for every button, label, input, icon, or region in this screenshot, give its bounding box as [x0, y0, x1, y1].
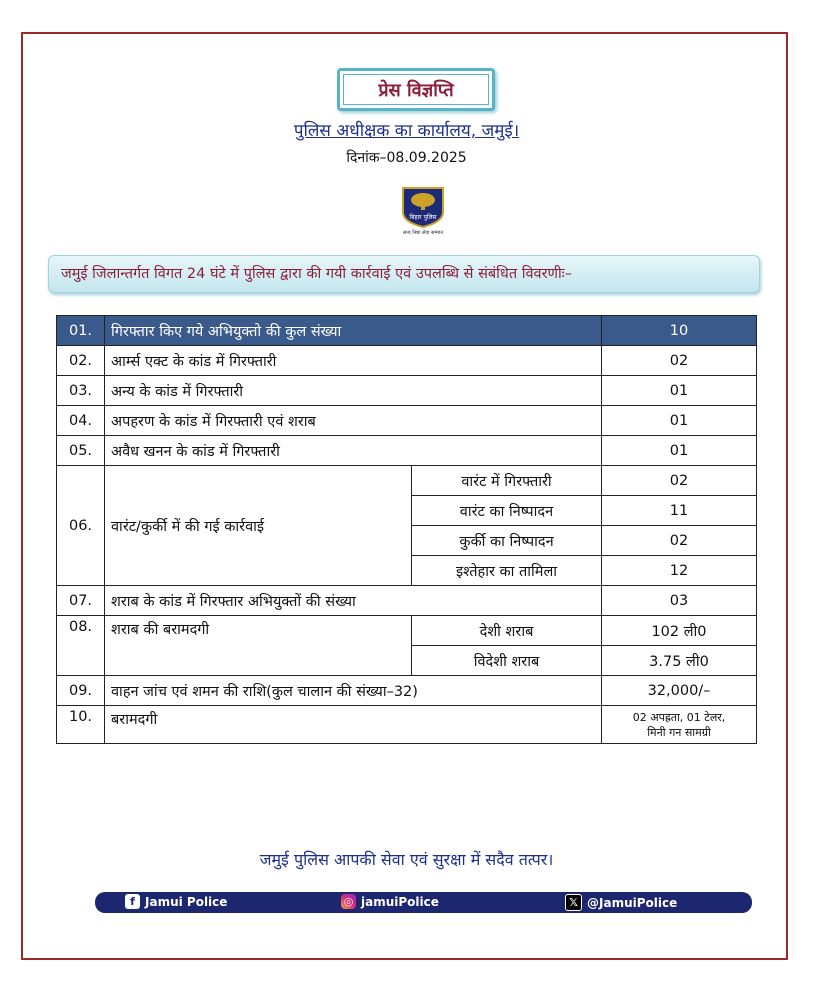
table-row: [57, 346, 757, 376]
row-number: 07.: [57, 586, 105, 616]
row-value: 03: [602, 586, 757, 616]
row-label: अवैध खनन के कांड में गिरफ्तारी: [105, 436, 602, 466]
row-label: वारंट/कुर्की में की गई कार्रवाई: [105, 466, 412, 586]
sub-value: 02: [602, 526, 757, 556]
sub-label: देशी शराब: [412, 616, 602, 646]
emblem-text: बिहार पुलिस: [409, 214, 437, 221]
x-handle: @JamuiPolice: [587, 895, 678, 910]
row-number: 02.: [57, 346, 105, 376]
sub-value: 02: [602, 466, 757, 496]
row-label: आर्म्स एक्ट के कांड में गिरफ्तारी: [105, 346, 602, 376]
table-row: [57, 706, 757, 744]
facebook-icon: f: [125, 894, 140, 909]
x-link[interactable]: [565, 894, 677, 911]
action-summary-table: [56, 315, 757, 744]
emblem-motto: सत्य निष्ठा सेवा सम्मान: [402, 230, 444, 236]
row-value: [602, 706, 757, 744]
table-row: [57, 616, 757, 646]
recovery-line-1: 02 अपह्रता, 01 टेलर,: [632, 710, 726, 724]
bihar-police-emblem-icon: [399, 186, 447, 228]
instagram-icon: ◎: [341, 894, 356, 909]
instagram-handle: jamuiPolice: [361, 894, 439, 909]
office-name-text: पुलिस अधीक्षक का कार्यालय, जमुई।: [293, 121, 520, 141]
sub-label: वारंट का निष्पादन: [412, 496, 602, 526]
facebook-handle: Jamui Police: [145, 894, 228, 909]
row-number: 01.: [57, 316, 105, 346]
row-label: वाहन जांच एवं शमन की राशि(कुल चालान की संख्या–32): [105, 676, 602, 706]
press-release-title: प्रेस विज्ञप्ति: [343, 74, 489, 105]
row-label: गिरफ्तार किए गये अभियुक्तो की कुल संख्या: [105, 316, 602, 346]
row-label: शराब की बरामदगी: [105, 616, 412, 676]
row-number: 10.: [57, 706, 105, 744]
row-label: शराब के कांड में गिरफ्तार अभियुक्तों की संख्या: [105, 586, 602, 616]
table-row: [57, 406, 757, 436]
row-number: 03.: [57, 376, 105, 406]
row-number: 08.: [57, 616, 105, 676]
police-slogan: जमुई पुलिस आपकी सेवा एवं सुरक्षा में सदैव तत्पर।: [259, 850, 554, 869]
sub-label: विदेशी शराब: [412, 646, 602, 676]
row-label: अपहरण के कांड में गिरफ्तारी एवं शराब: [105, 406, 602, 436]
facebook-link[interactable]: [125, 894, 227, 909]
row-value: 02: [602, 346, 757, 376]
x-icon: 𝕏: [565, 894, 582, 911]
row-number: 05.: [57, 436, 105, 466]
table-row: [57, 316, 757, 346]
row-value: 32,000/–: [602, 676, 757, 706]
table-row: [57, 466, 757, 496]
row-value: 01: [602, 436, 757, 466]
sub-label: कुर्की का निष्पादन: [412, 526, 602, 556]
sub-value: 3.75 ली0: [602, 646, 757, 676]
release-date: दिनांक–08.09.2025: [346, 150, 467, 166]
sub-label: इश्तेहार का तामिला: [412, 556, 602, 586]
table-row: [57, 676, 757, 706]
social-media-bar: [95, 892, 752, 913]
office-name: [0, 118, 813, 141]
row-number: 09.: [57, 676, 105, 706]
press-release-title-box: [337, 68, 495, 111]
row-value: 01: [602, 376, 757, 406]
sub-value: 11: [602, 496, 757, 526]
instagram-link[interactable]: [341, 894, 439, 909]
table-row: [57, 586, 757, 616]
sub-value: 12: [602, 556, 757, 586]
row-value: 01: [602, 406, 757, 436]
row-number: 06.: [57, 466, 105, 586]
row-value: 10: [602, 316, 757, 346]
sub-value: 102 ली0: [602, 616, 757, 646]
row-label: अन्य के कांड में गिरफ्तारी: [105, 376, 602, 406]
row-number: 04.: [57, 406, 105, 436]
recovery-line-2: मिनी गन सामग्री: [647, 725, 711, 739]
sub-label: वारंट में गिरफ्तारी: [412, 466, 602, 496]
table-row: [57, 436, 757, 466]
row-label: बरामदगी: [105, 706, 602, 744]
table-row: [57, 376, 757, 406]
summary-banner: जमुई जिलान्तर्गत विगत 24 घंटे में पुलिस द्वारा की गयी कार्रवाई एवं उपलब्धि से संबंधित विवरणीः–: [48, 255, 760, 293]
